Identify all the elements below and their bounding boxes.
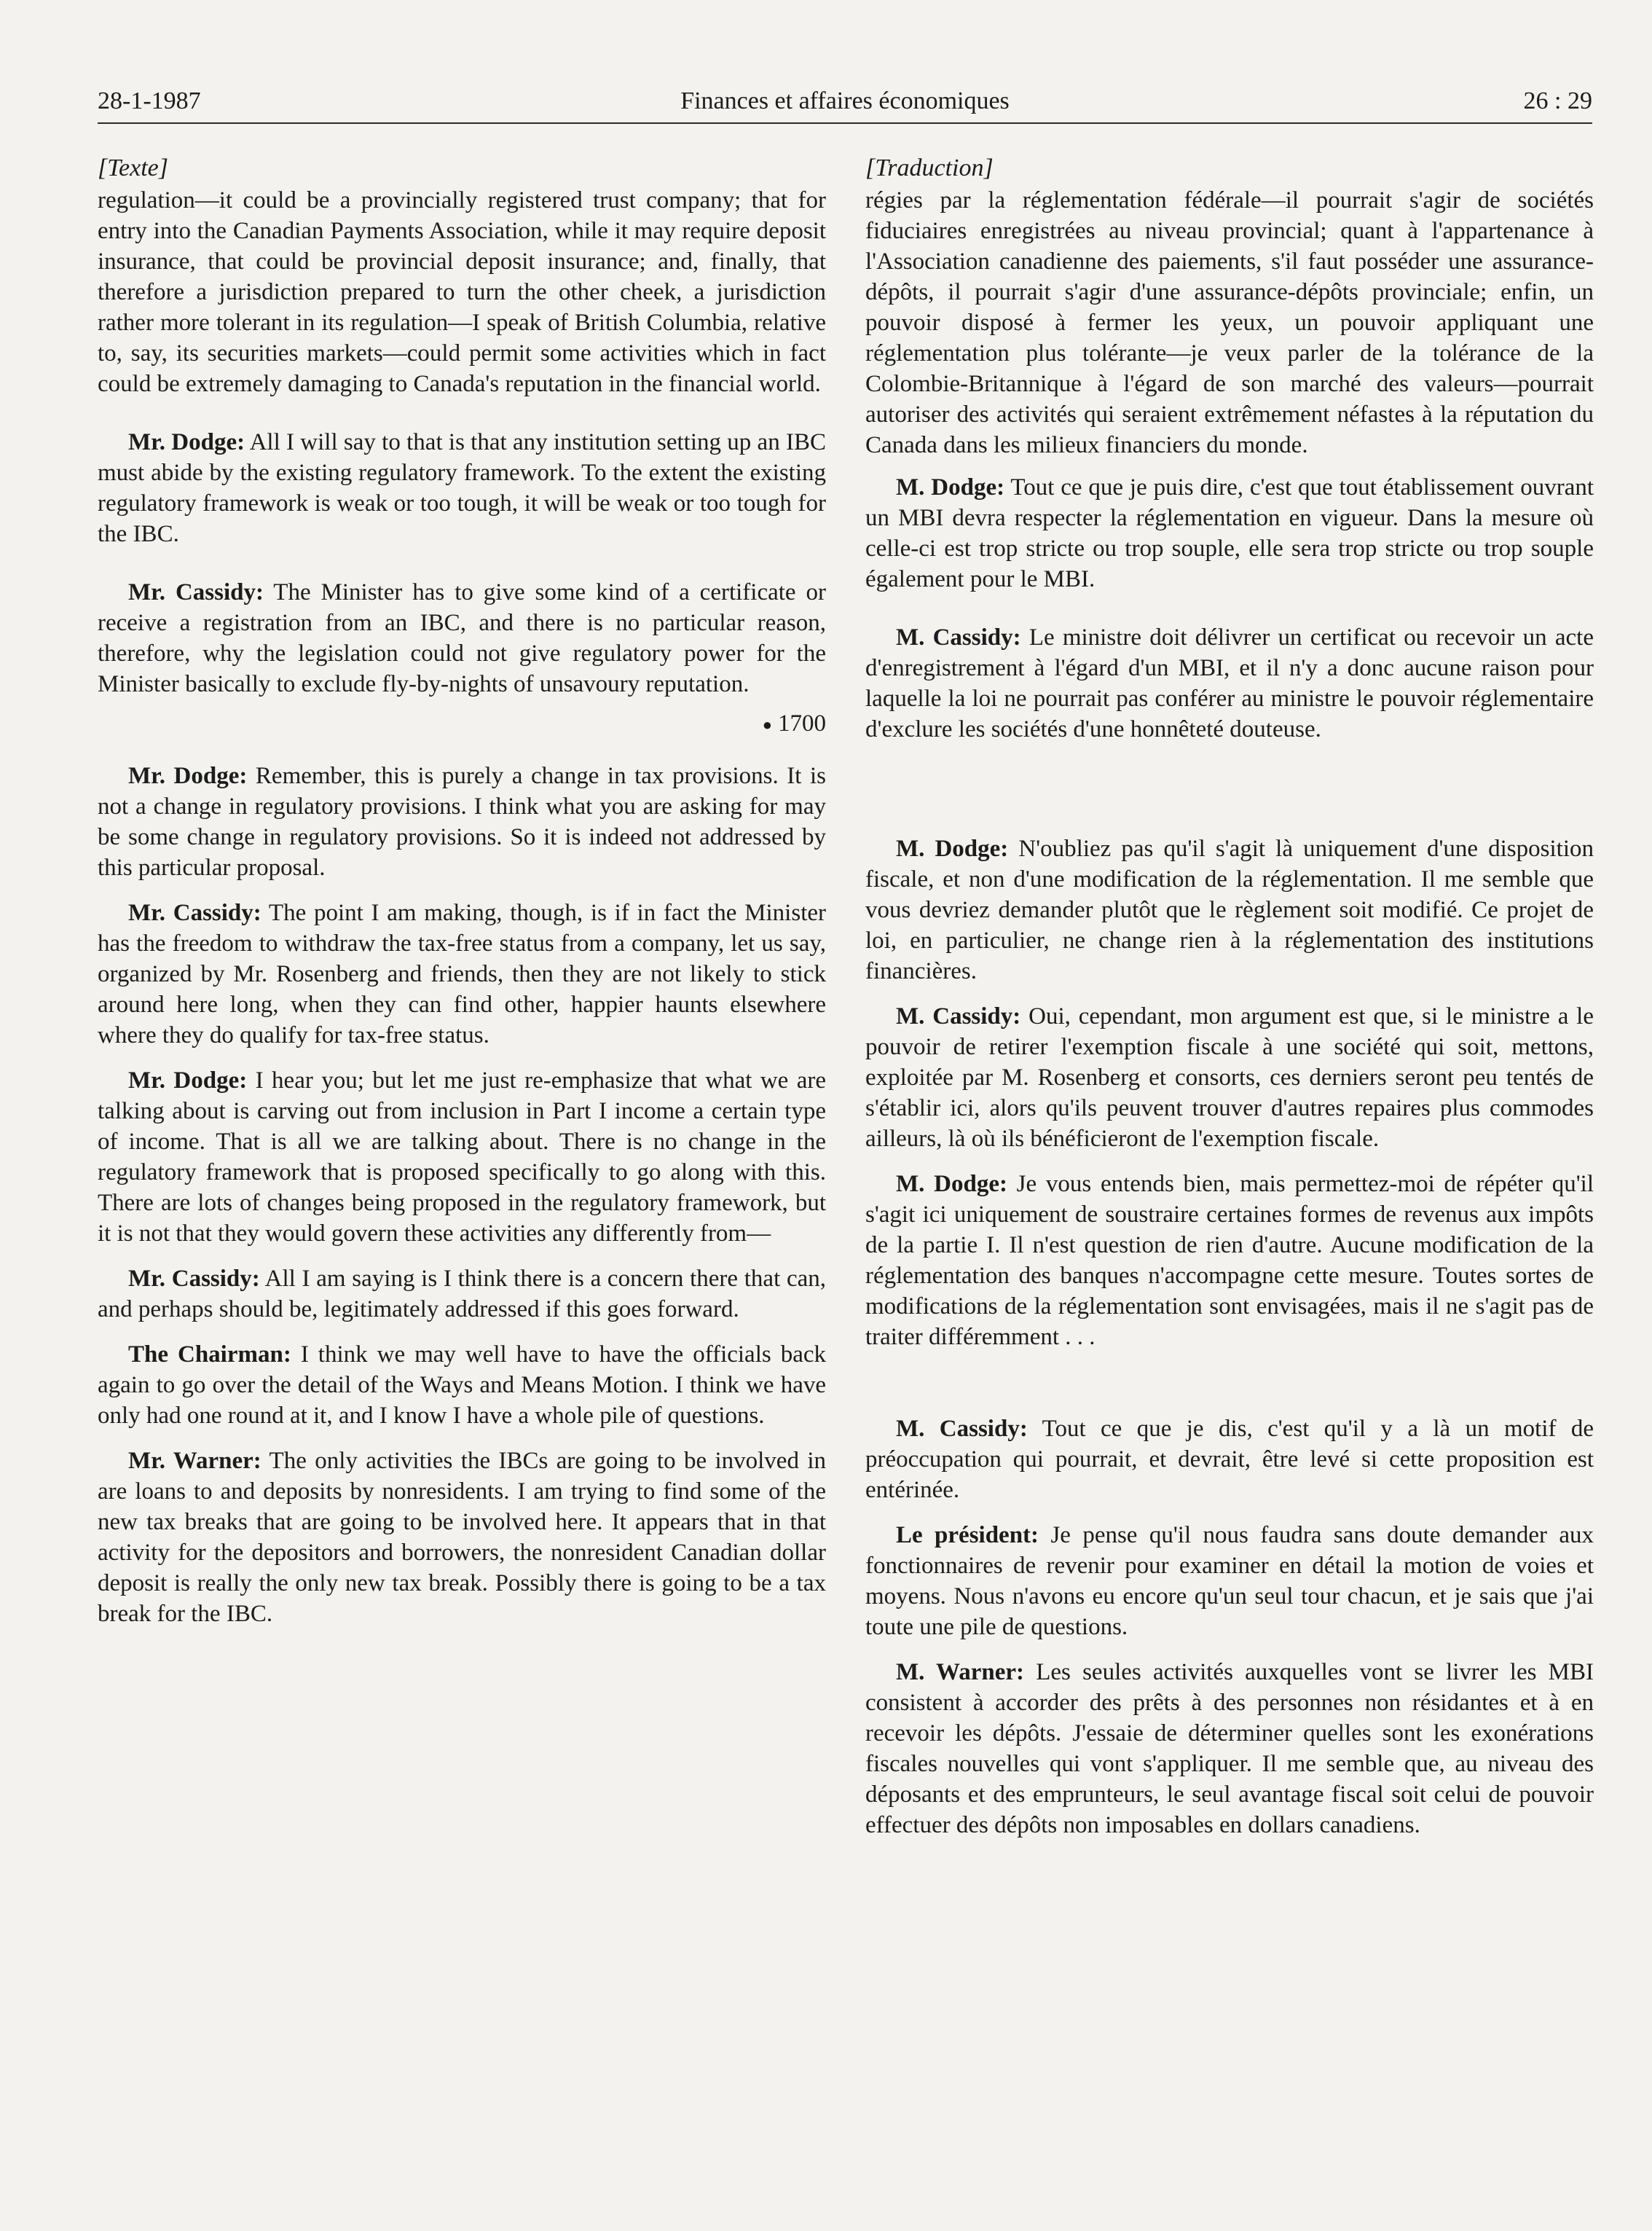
paragraph	[98, 1263, 826, 1325]
paragraph	[98, 1339, 826, 1431]
time-marker	[98, 708, 826, 740]
english-column	[98, 152, 826, 1629]
paragraph	[98, 577, 826, 699]
header-page-number: 26 : 29	[1523, 87, 1592, 114]
paragraph	[865, 1657, 1594, 1840]
speech-text: N'oubliez pas qu'il s'agit là uniquement d'une disposition fiscale, et non d'une modification de la réglementation. Il me semble que vous devriez demander plutôt que le règlement soit modifié. Ce projet de loi, en particulier, ne change rien à la réglementation des institutions financières.	[865, 836, 1594, 984]
paragraph	[865, 1414, 1594, 1505]
speaker-name: Mr. Dodge:	[128, 429, 245, 455]
paragraph	[98, 898, 826, 1051]
column-label-texte: [Texte]	[98, 154, 168, 181]
speech-text: I hear you; but let me just re-emphasize that what we are talking about is carving out from inclusion in Part I income a certain type of income. That is all we are talking about. There is no change in the regulatory framework that is proposed specifically to go along with this. There are lots of changes being proposed in the regulatory framework, but it is not that they would govern these activities any differently from—	[98, 1067, 826, 1247]
paragraph	[98, 761, 826, 883]
speaker-name: M. Dodge:	[896, 1171, 1007, 1197]
paragraph	[865, 472, 1594, 595]
speech-text: I think we may well have to have the officials back again to go over the detail of the Ways and Means Motion. I think we have only had one round at it, and I know I have a whole pile of questions.	[98, 1341, 826, 1430]
speech-text: Tout ce que je puis dire, c'est que tout établissement ouvrant un MBI devra respecter la réglementation en vigueur. Dans la mesure où celle-ci est trop stricte ou trop souple, elle sera trop stricte ou trop souple également pour le MBI.	[865, 474, 1594, 592]
speaker-name: Mr. Cassidy:	[128, 900, 261, 927]
speech-text: Oui, cependant, mon argument est que, si le ministre a le pouvoir de retirer l'exemption fiscale à une société qui soit, mettons, exploitée par M. Rosenberg et consorts, ces derniers seront peu tentés de s'établir ici, alors qu'ils peuvent trouver d'autres repaires plus commodes ailleurs, là où ils bénéficieront de l'exemption fiscale.	[865, 1003, 1594, 1152]
speech-text: Je pense qu'il nous faudra sans doute demander aux fonctionnaires de revenir pour examiner en détail la motion de voies et moyens. Nous n'avons eu encore qu'un seul tour chacun, et je sais que j'ai toute une pile de questions.	[865, 1522, 1594, 1640]
speech-text: Je vous entends bien, mais permettez-moi de répéter qu'il s'agit ici uniquement de soustraire certaines formes de revenus aux impôts de la partie I. Il n'est question de rien d'autre. Aucune modification de la réglementation des banques n'accompagne cette mesure. Toutes sortes de modifications de la réglementation sont envisagées, mais il ne s'agit pas de traiter différemment . . .	[865, 1171, 1594, 1350]
speech-text: Tout ce que je dis, c'est qu'il y a là un motif de préoccupation qui pourrait, et devrait, être levé si cette proposition est entérinée.	[865, 1416, 1594, 1503]
speech-text: The point I am making, though, is if in fact the Minister has the freedom to withdraw the tax-free status from a company, let us say, organized by Mr. Rosenberg and friends, then they are not likely to stick around here long, when they can find other, happier haunts elsewhere where they do qualify for tax-free status.	[98, 900, 826, 1049]
header-title: Finances et affaires économiques	[680, 87, 1010, 114]
column-label-traduction: [Traduction]	[865, 154, 994, 181]
paragraph	[98, 1065, 826, 1249]
speech-text: Le ministre doit délivrer un certificat ou recevoir un acte d'enregistrement à l'égard d'un MBI, et il n'y a donc aucune raison pour laquelle la loi ne pourrait pas conférer au ministre le pouvoir réglementaire d'exclure les sociétés d'une honnêteté douteuse.	[865, 624, 1594, 742]
speaker-name: M. Cassidy:	[896, 1416, 1028, 1442]
header-rule	[98, 122, 1592, 124]
speaker-name: M. Cassidy:	[896, 624, 1021, 651]
paragraph	[865, 1169, 1594, 1352]
speaker-name: Mr. Cassidy:	[128, 579, 264, 605]
paragraph	[865, 622, 1594, 745]
speaker-name: Mr. Warner:	[128, 1448, 261, 1475]
bullet-icon: ●	[762, 715, 772, 734]
speaker-name: M. Dodge:	[896, 836, 1009, 862]
time-marker-text: 1700	[778, 710, 826, 737]
running-header	[98, 83, 1592, 119]
paragraph	[865, 1520, 1594, 1642]
speech-text: All I will say to that is that any institution setting up an IBC must abide by the existing regulatory framework. To the extent the existing regulatory framework is weak or too tough, it will be weak or too tough for the IBC.	[98, 429, 826, 547]
paragraph: régies par la réglementation fédérale—il pourrait s'agir de sociétés fiduciaires enregistrées au niveau provincial; quant à l'appartenance à l'Association canadienne des paiements, s'il faut posséder une assurance-dépôts, il pourrait s'agir d'une assurance-dépôts provinciale; enfin, un pouvoir disposé à fermer les yeux, un pouvoir appliquant une réglementation plus tolérante—je veux parler de la tolérance de la Colombie-Britannique à l'égard de son marché des valeurs—pourrait autoriser des activités qui seraient extrêmement néfastes à la réputation du Canada dans les milieux financiers du monde.	[865, 187, 1594, 458]
speech-text: All I am saying is I think there is a concern there that can, and perhaps should be, legitimately addressed if this goes forward.	[98, 1266, 826, 1323]
speaker-name: The Chairman:	[128, 1341, 291, 1368]
speaker-name: Le président:	[896, 1522, 1039, 1548]
speech-text: The Minister has to give some kind of a certificate or receive a registration from an IBC, and there is no particular reason, therefore, why the legislation could not give regulatory power for the Minister basically to exclude fly-by-nights of unsavoury reputation.	[98, 579, 826, 697]
paragraph	[865, 1001, 1594, 1154]
speaker-name: M. Cassidy:	[896, 1003, 1021, 1030]
speech-text: The only activities the IBCs are going to be involved in are loans to and deposits by nonresidents. I am trying to find some of the new tax breaks that are going to be involved here. It appears that in that activity for the depositors and borrowers, the nonresident Canadian dollar deposit is really the only new tax break. Possibly there is going to be a tax break for the IBC.	[98, 1448, 826, 1628]
header-date: 28-1-1987	[98, 87, 201, 114]
paragraph	[865, 834, 1594, 987]
speaker-name: Mr. Cassidy:	[128, 1266, 260, 1293]
speaker-name: Mr. Dodge:	[128, 763, 248, 790]
paragraph: regulation—it could be a provincially registered trust company; that for entry into the Canadian Payments Association, while it may require deposit insurance, that could be provincial deposit insurance; and, finally, that therefore a jurisdiction prepared to turn the other cheek, a jurisdiction rather more tolerant in its regulation—I speak of British Columbia, relative to, say, its securities markets—could permit some activities which in fact could be extremely damaging to Canada's reputation in the financial world.	[98, 187, 826, 397]
speaker-name: Mr. Dodge:	[128, 1067, 248, 1094]
speech-text: Remember, this is purely a change in tax provisions. It is not a change in regulatory provisions. I think what you are asking for may be some change in regulatory provisions. So it is indeed not addressed by this particular proposal.	[98, 763, 826, 882]
speaker-name: M. Warner:	[896, 1659, 1024, 1685]
paragraph	[98, 1446, 826, 1629]
paragraph	[98, 427, 826, 549]
speaker-name: M. Dodge:	[896, 474, 1005, 501]
french-column	[865, 152, 1594, 1840]
speech-text: Les seules activités auxquelles vont se livrer les MBI consistent à accorder des prêts à des personnes non résidantes et à en recevoir les dépôts. J'essaie de déterminer quelles sont les exonérations fiscales nouvelles qui vont s'appliquer. Il me semble que, au niveau des déposants et des emprunteurs, le seul avantage fiscal soit celui de pouvoir effectuer des dépôts non imposables en dollars canadiens.	[865, 1659, 1594, 1838]
